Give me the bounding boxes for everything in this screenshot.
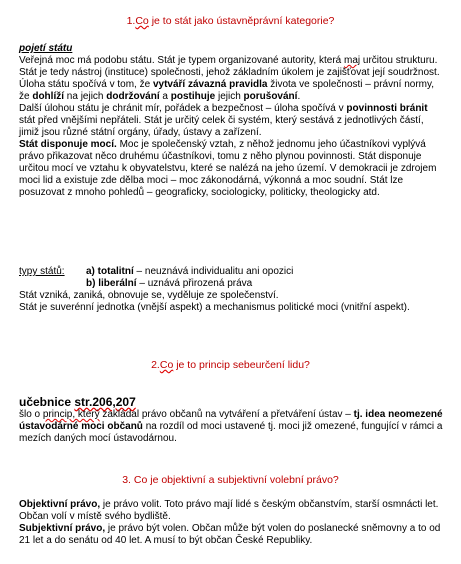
definition-label-para (19, 43, 444, 55)
question-2-heading: 2.Co je to princip sebeurčení lidu? (151, 359, 310, 371)
objective-right-para: Objektivní právo, je právo volit. Toto právo mají lidé s českým občanstvím, starší osmnácti let. Občan volí v místě svého bydliště. (19, 499, 439, 522)
q1-spellcheck-word: Co (135, 15, 149, 27)
self-determination-block (19, 395, 444, 445)
q1-number: 1. (126, 15, 136, 27)
question-3-heading: 3. Co je objektivní a subjektivní volební právo? (122, 474, 339, 486)
types-label: typy států: (19, 266, 65, 277)
definition-para-3: Další úlohou státu je chránit mír, pořádek a bezpečnost – úloha spočívá v povinnosti bránit stát před vnějšími nepřáteli. Stát je určitý celek či systém, který sestává z jednotlivých částí, jimiž jsou různé státní orgány, úřady, ústavy a zařízení. (19, 103, 428, 138)
types-line-4: Stát je suverénní jednotka (vnější aspekt) a mechanismus politické moci (vnitřní aspekt). (19, 302, 410, 313)
definition-para-1: Veřejná moc má podobu státu. Stát je typem organizované autority, která maj určitou strukturu. (19, 55, 438, 66)
definition-label: pojetí státu (19, 43, 73, 54)
definition-para-4: Stát disponuje mocí. Moc je společenský vztah, z něhož jednomu jeho účastníkovi vyplývá právo přikazovat něco druhému účastníkovi, tomu z něho plynou povinnosti. Stát disponuje určitou mocí ve vztahu k obyvatelstvu, které se nalézá na jeho území. V demokracii je zdrojem moci lid a existuje zde dělba moci – moc zákonodárná, výkonná a moc soudní. Stát lze posuzovat z mnoho pohledů – geograficky, sociologicky, politicky, theologicky atd. (19, 139, 437, 198)
subjective-right-para: Subjektivní právo, je právo být volen. Občan může být volen do poslanecké sněmovny a to od 21 let a do senátu od 40 let. A musí to být občan České Republiky. (19, 523, 441, 546)
question-1-heading (0, 15, 461, 28)
q2-spellcheck-word: Co (159, 359, 174, 371)
definition-para-2: Stát je tedy nástroj (instituce) společnosti, jehož základním úkolem je zajišťovat její soudržnost. Úloha státu spočívá v tom, že vytváří závazná pravidla života ve společnosti – právní normy, že dohlíží na jejich dodržování a postihuje jejich porušování. (19, 67, 440, 102)
state-types-block (19, 266, 444, 314)
type-b-row: b) liberální – uznává přirozená práva (86, 278, 253, 289)
state-definition-block (19, 43, 444, 199)
voting-rights-block (19, 499, 444, 547)
types-line-3: Stát vzniká, zaniká, obnovuje se, vyděluje ze společenství. (19, 290, 279, 301)
q1-text: je to stát jako ústavněprávní kategorie? (148, 15, 335, 27)
type-a-row: typy států: a) totalitní – neuznává individualitu ani opozici (19, 266, 294, 277)
self-determination-text: šlo o princip, který zakládal právo občanů na vytváření a přetváření ústav – tj. idea neomezené ústavodárné moci občanů na rozdíl od moci ustavené tj. moci již omezené, fungující v rámci a mezích daných mocí ústavodárnou. (19, 409, 443, 444)
textbook-reference: učebnice str.206,207 (19, 395, 136, 409)
spellcheck-word: maj (344, 55, 361, 66)
